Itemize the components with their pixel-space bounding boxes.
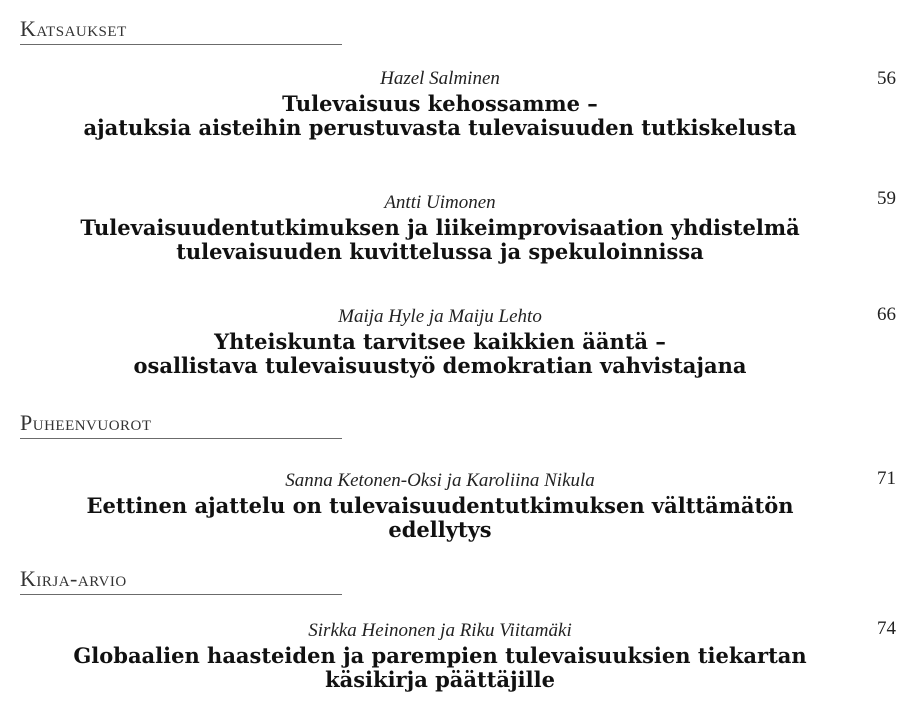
entry-author: Sanna Ketonen-Oksi ja Karoliina Nikula (285, 470, 595, 491)
entry-author: Sirkka Heinonen ja Riku Viitamäki (308, 620, 572, 641)
entry-title: Tulevaisuudentutkimuksen ja liikeimprovisaation yhdistelmä tulevaisuuden kuvittelussa ja spekuloinnissa (80, 215, 800, 264)
entry-title: Eettinen ajattelu on tulevaisuudentutkimuksen välttämätön edellytys (86, 493, 794, 542)
toc-entry[interactable] (40, 66, 840, 140)
entry-title: Yhteiskunta tarvitsee kaikkien ääntä – osallistava tulevaisuustyö demokratian vahvistajana (133, 329, 747, 378)
entry-author: Antti Uimonen (384, 192, 496, 213)
toc-entry[interactable] (40, 468, 840, 542)
section-heading-kirja-arvio: Kirja-arvio (20, 566, 342, 595)
entry-author: Maija Hyle ja Maiju Lehto (338, 306, 542, 327)
section-heading-puheenvuorot: Puheenvuorot (20, 410, 342, 439)
entry-page-number: 74 (877, 618, 896, 639)
toc-entry[interactable] (40, 190, 840, 264)
entry-page-number: 59 (877, 188, 896, 209)
toc-entry[interactable] (40, 618, 840, 692)
entry-page-number: 56 (877, 68, 896, 89)
section-heading-katsaukset: Katsaukset (20, 16, 342, 45)
entry-author: Hazel Salminen (380, 68, 500, 89)
entry-title: Tulevaisuus kehossamme – ajatuksia aisteihin perustuvasta tulevaisuuden tutkiskelusta (83, 91, 797, 140)
entry-title: Globaalien haasteiden ja parempien tulevaisuuksien tiekartan käsikirja päättäjille (73, 643, 807, 692)
toc-entry[interactable] (40, 304, 840, 378)
entry-page-number: 71 (877, 468, 896, 489)
entry-page-number: 66 (877, 304, 896, 325)
